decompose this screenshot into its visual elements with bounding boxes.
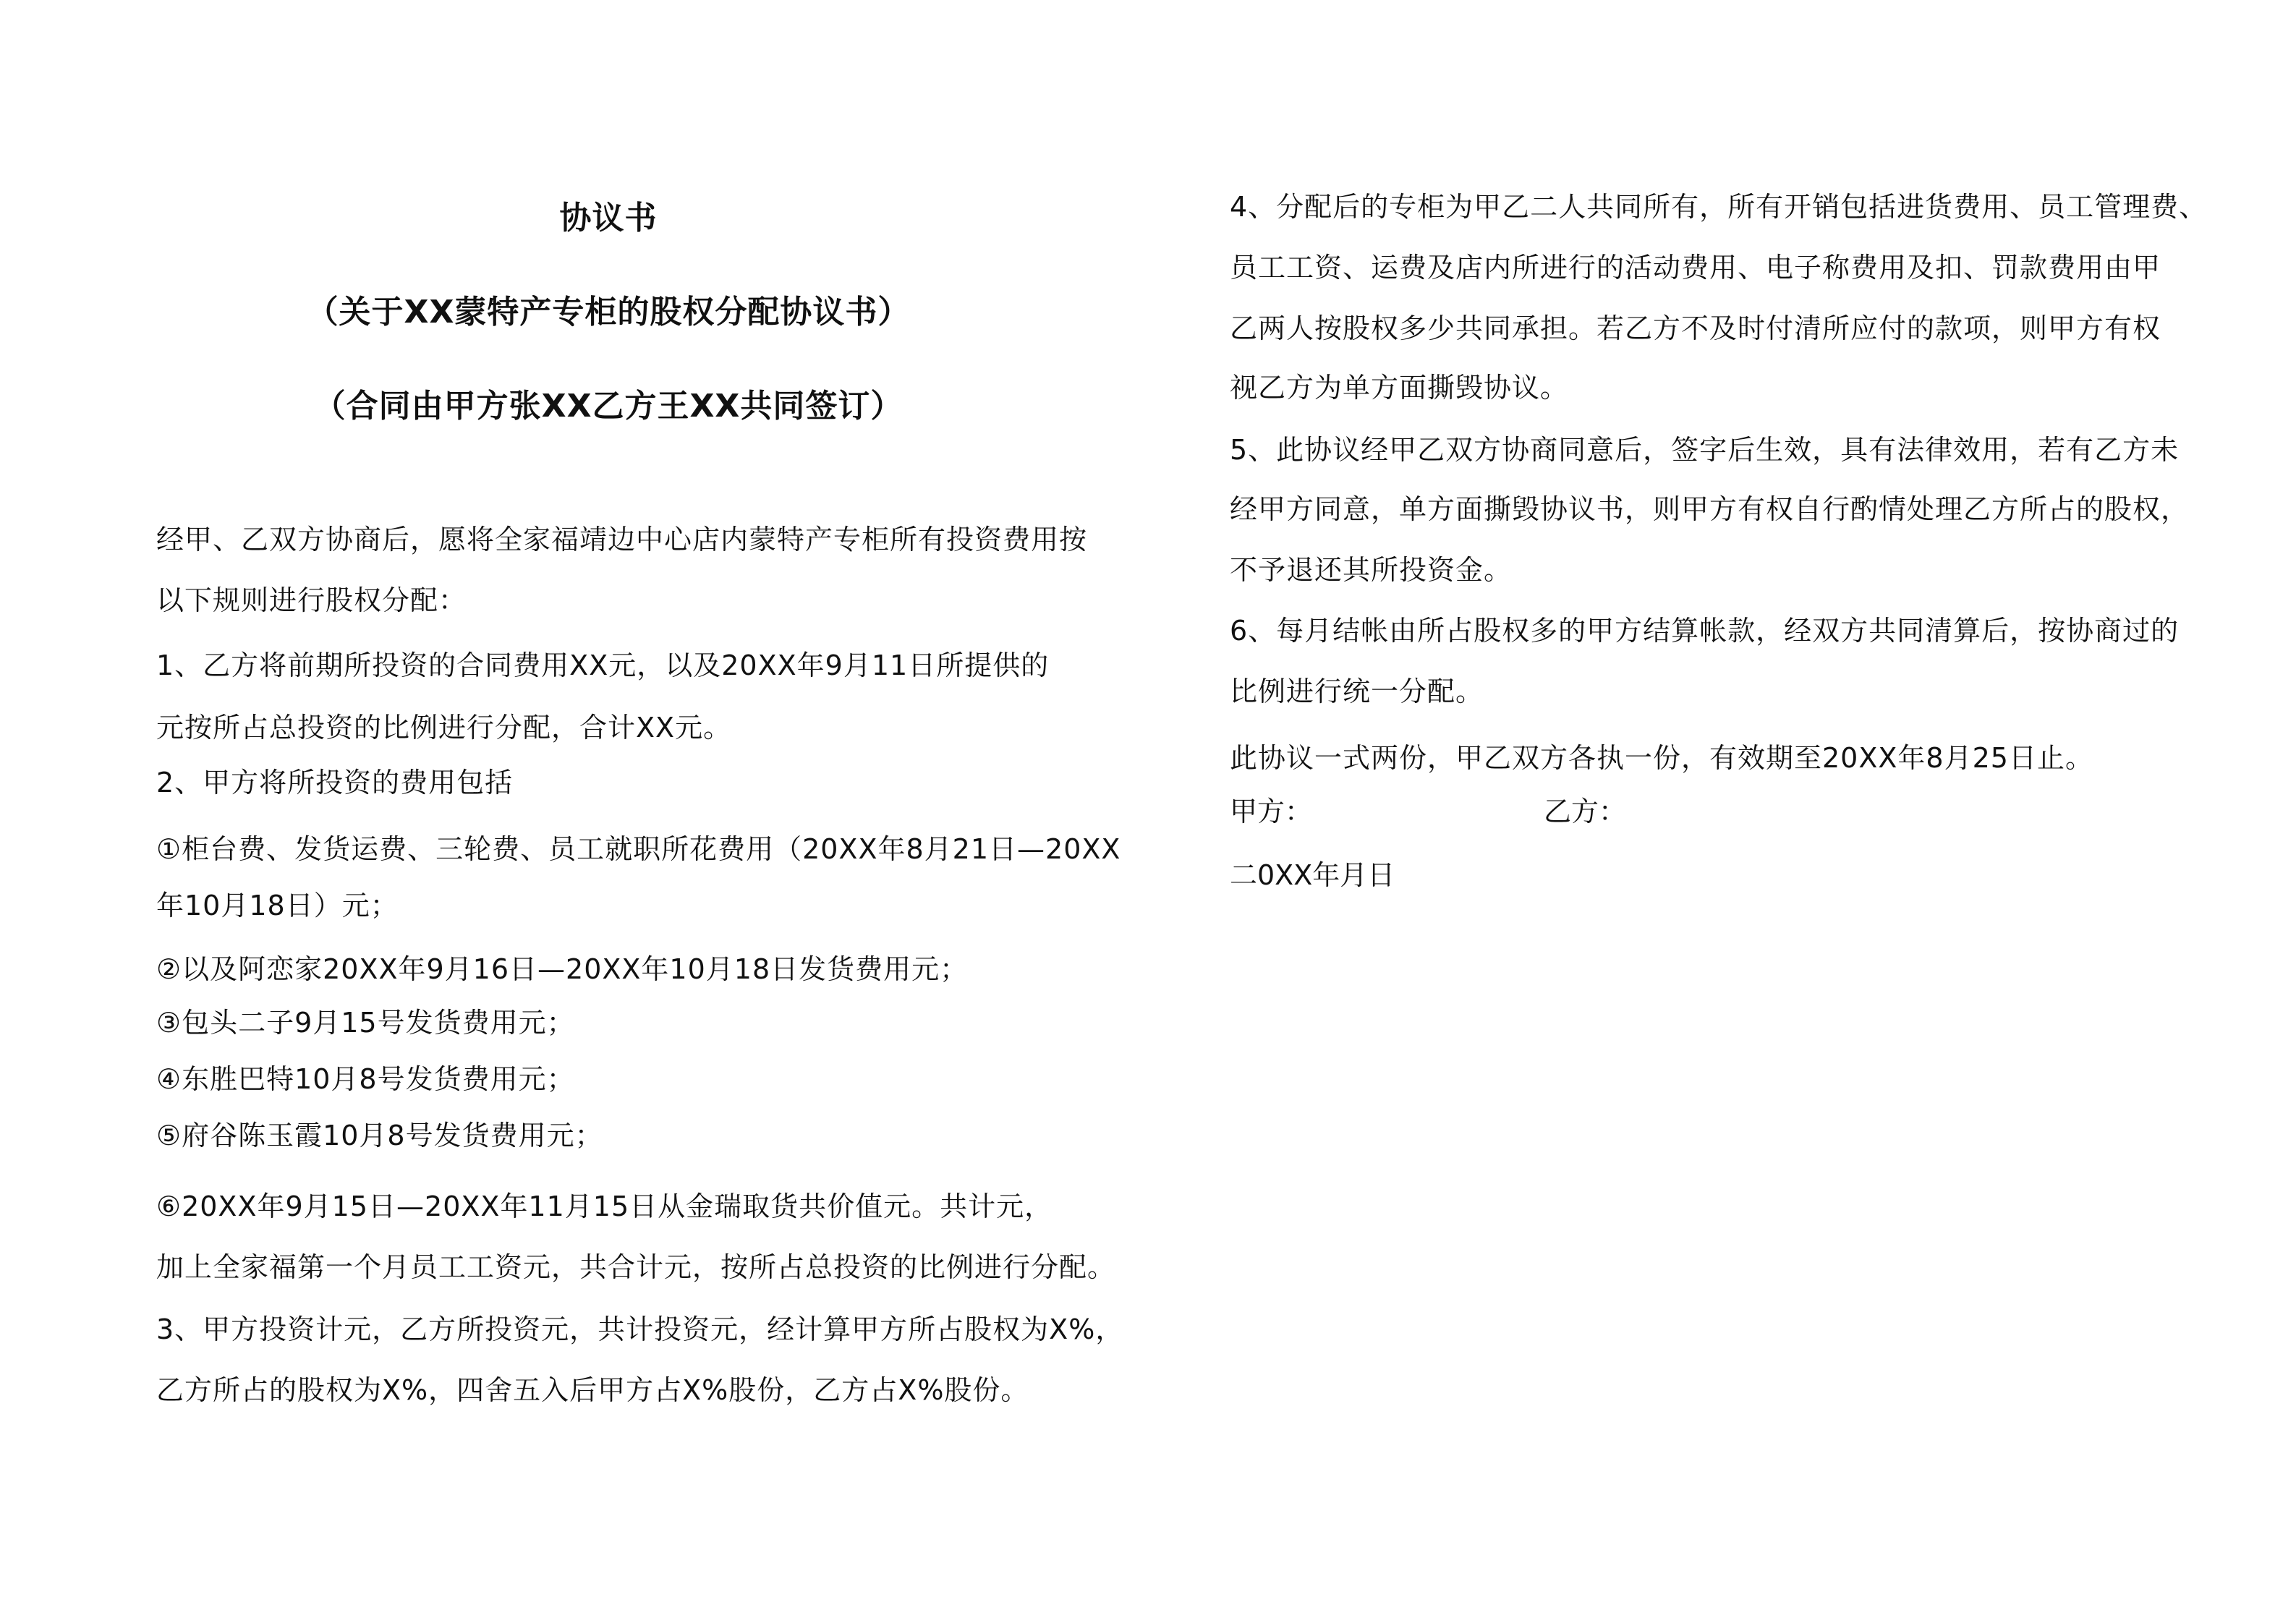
- left-line: 乙方所占的股权为X%，四舍五入后甲方占X%股份，乙方占X%股份。: [156, 1374, 1029, 1406]
- left-line: ⑤府谷陈玉霞10月8号发货费用元；: [156, 1120, 603, 1151]
- left-line: 以下规则进行股权分配：: [156, 584, 467, 616]
- left-line: 3、甲方投资计元，乙方所投资元，共计投资元，经计算甲方所占股权为X%，: [156, 1313, 1124, 1345]
- left-line: ⑥20XX年9月15日—20XX年11月15日从金瑞取货共价值元。共计元，: [156, 1190, 1053, 1222]
- left-line: ③包头二子9月15号发货费用元；: [156, 1007, 575, 1039]
- document-subtitle-1: （关于XX蒙特产专柜的股权分配协议书）: [306, 294, 911, 331]
- right-line: 6、每月结帐由所占股权多的甲方结算帐款，经双方共同清算后，按协商过的: [1230, 615, 2180, 647]
- left-line: ②以及阿恋家20XX年9月16日—20XX年10月18日发货费用元；: [156, 953, 969, 985]
- left-line: 2、甲方将所投资的费用包括: [156, 767, 514, 798]
- party-a-signature-label: 甲方：: [1230, 796, 1313, 827]
- right-line: 乙两人按股权多少共同承担。若乙方不及时付清所应付的款项，则甲方有权: [1230, 312, 2161, 344]
- left-line: 1、乙方将前期所投资的合同费用XX元，以及20XX年9月11日所提供的: [156, 649, 1050, 681]
- right-line: 此协议一式两份，甲乙双方各执一份，有效期至20XX年8月25日止。: [1230, 742, 2093, 774]
- left-line: 加上全家福第一个月员工工资元，共合计元，按所占总投资的比例进行分配。: [156, 1251, 1116, 1283]
- right-line: 比例进行统一分配。: [1230, 676, 1484, 707]
- right-line: 员工工资、运费及店内所进行的活动费用、电子称费用及扣、罚款费用由甲: [1230, 252, 2161, 284]
- document-title: 协议书: [559, 200, 658, 237]
- party-b-signature-label: 乙方：: [1544, 796, 1627, 827]
- signature-date: 二0XX年月日: [1230, 859, 1395, 891]
- right-line: 4、分配后的专柜为甲乙二人共同所有，所有开销包括进货费用、员工管理费、: [1230, 191, 2208, 223]
- left-line: 年10月18日）元；: [156, 890, 399, 921]
- left-line: 经甲、乙双方协商后，愿将全家福靖边中心店内蒙特产专柜所有投资费用按: [156, 524, 1088, 555]
- right-line: 不予退还其所投资金。: [1230, 554, 1513, 586]
- right-line: 5、此协议经甲乙双方协商同意后，签字后生效，具有法律效用，若有乙方未: [1230, 434, 2180, 466]
- left-line: 元按所占总投资的比例进行分配，合计XX元。: [156, 712, 732, 744]
- right-line: 视乙方为单方面撕毁协议。: [1230, 372, 1569, 404]
- left-line: ①柜台费、发货运费、三轮费、员工就职所花费用（20XX年8月21日—20XX: [156, 833, 1121, 865]
- right-line: 经甲方同意，单方面撕毁协议书，则甲方有权自行酌情处理乙方所占的股权，: [1230, 493, 2190, 525]
- document-subtitle-2: （合同由甲方张XX乙方王XX共同签订）: [313, 388, 903, 425]
- left-line: ④东胜巴特10月8号发货费用元；: [156, 1063, 575, 1095]
